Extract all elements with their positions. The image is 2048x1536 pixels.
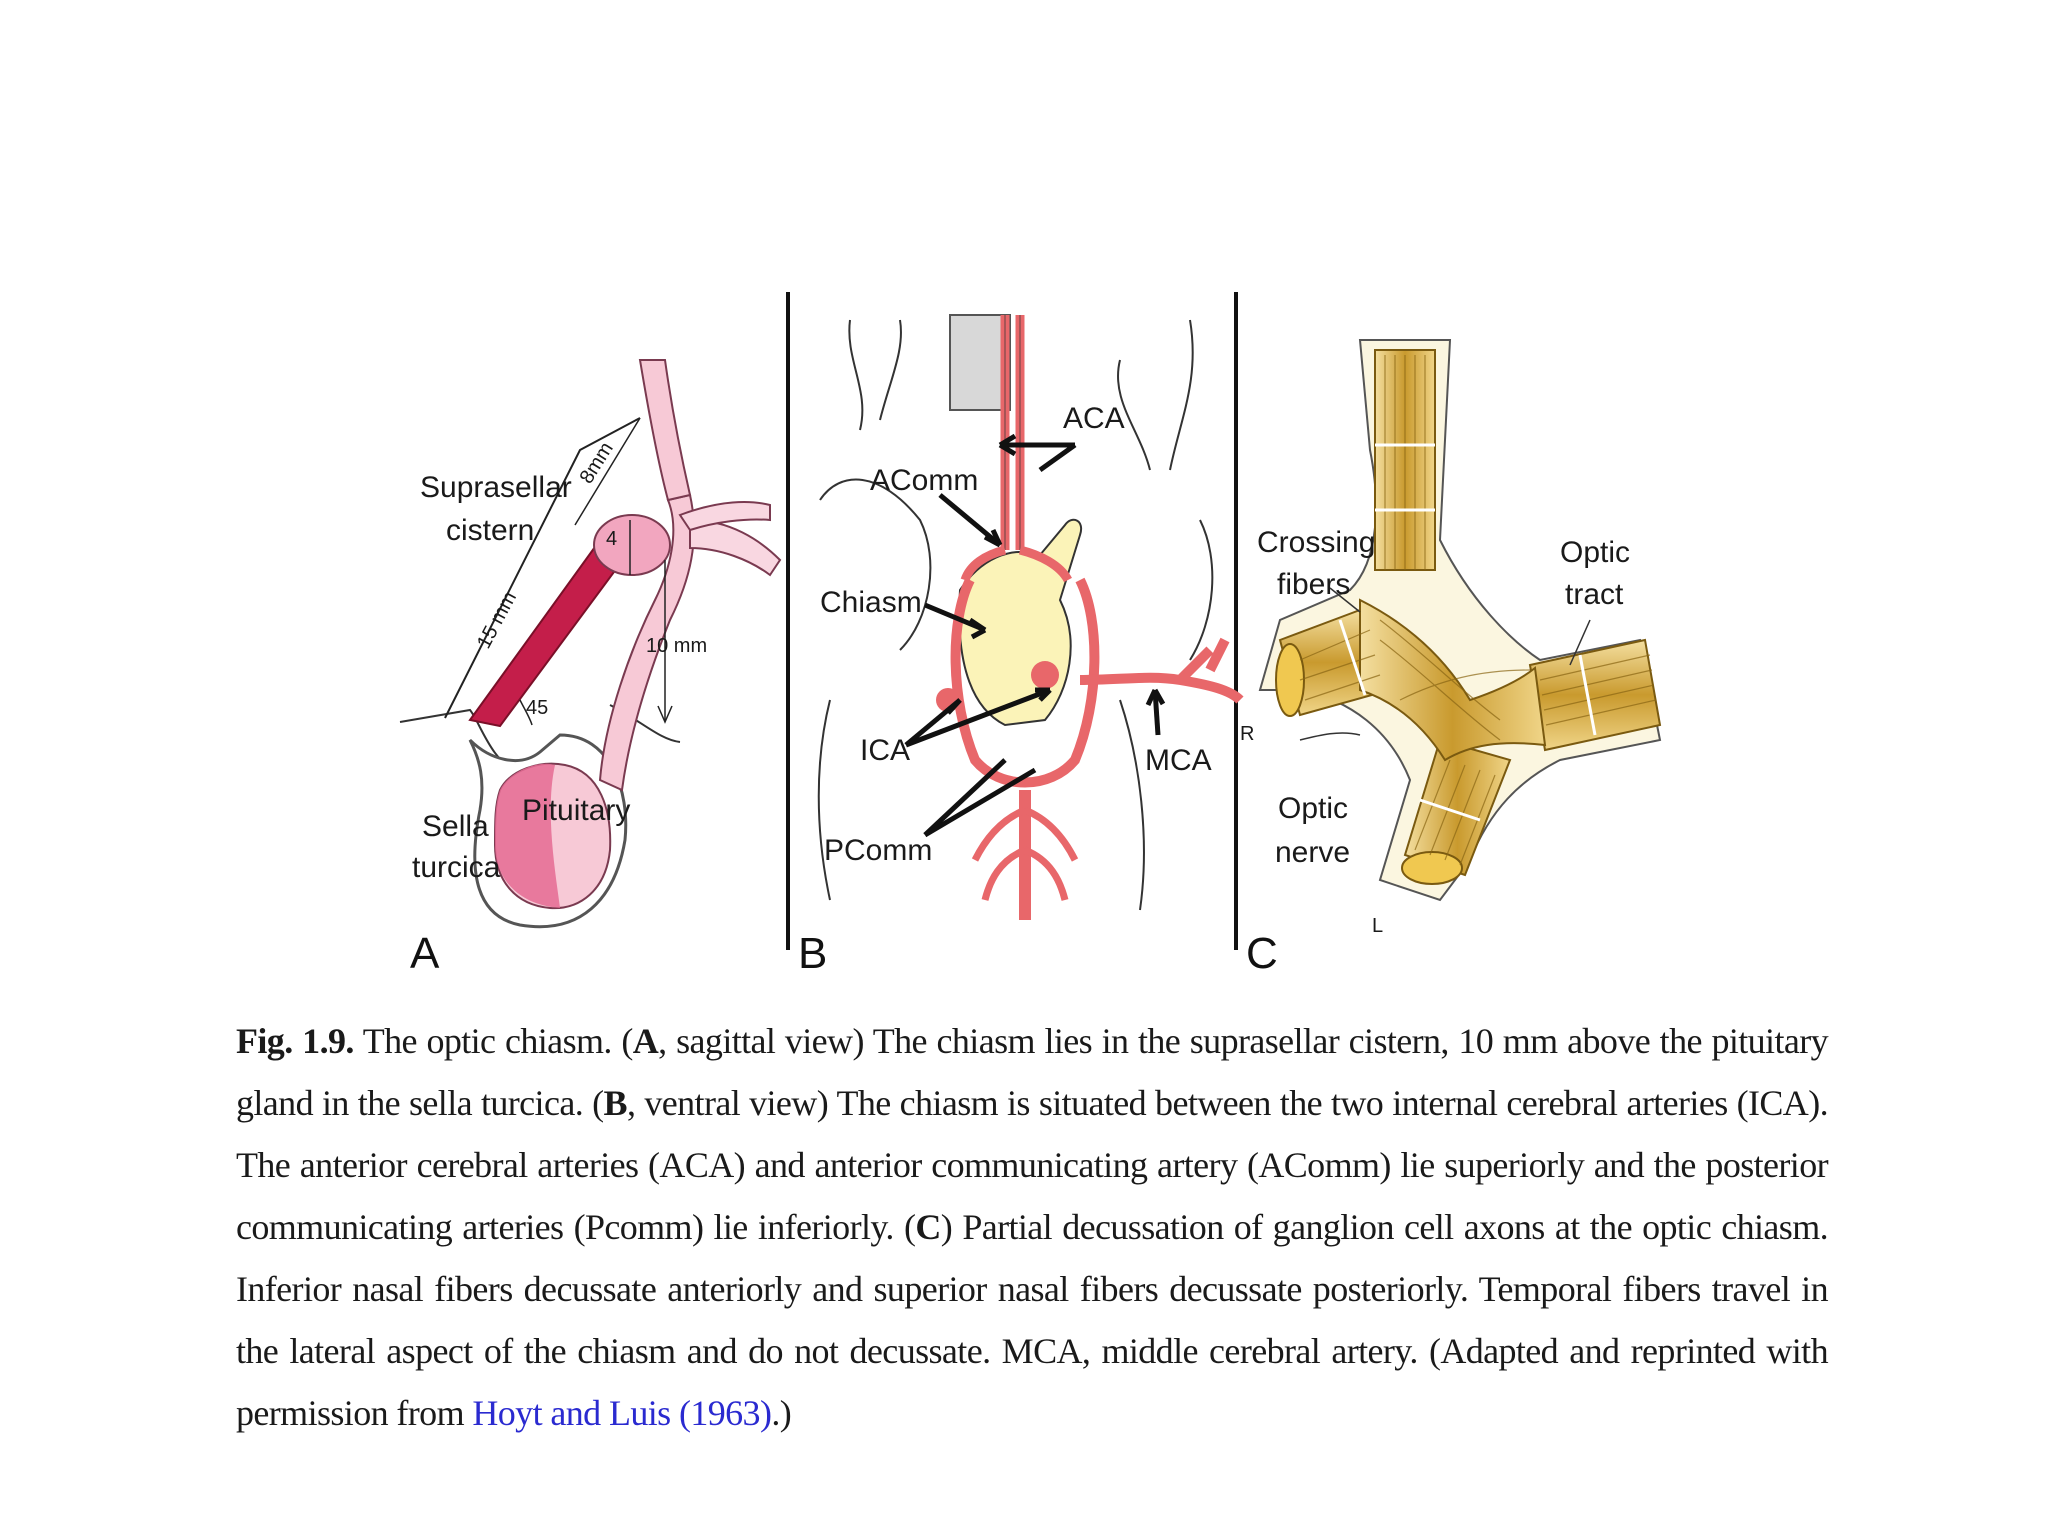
panel-b [798,315,1254,978]
label-crossing: Crossing [1257,526,1376,559]
label-optic-nerve-2: nerve [1275,836,1351,869]
caption-text-2: , sagittal view) The chiasm lies in the suprasellar cistern, 10 mm above the pituitary gland in the sella turcica. ( [236,1021,1829,1123]
figure-caption [236,1010,1828,1444]
label-optic-tract-2: tract [1565,578,1624,611]
label-optic-tract-1: Optic [1560,536,1631,569]
panel-letter-c: C [1246,929,1278,978]
mca-artery [1080,640,1240,700]
label-aca: ACA [1063,402,1125,435]
panel-letter-a: A [410,929,440,978]
caption-fig-label: Fig. 1.9. [236,1021,354,1061]
label-acomm: AComm [870,464,979,497]
label-4: 4 [606,528,618,550]
caption-bold-b: B [603,1083,627,1123]
label-15mm: 15 mm [472,588,522,653]
caption-bold-a: A [632,1021,659,1061]
label-sella: Sella [422,810,489,843]
label-pituitary: Pituitary [522,794,631,827]
label-turcica: turcica [412,851,501,884]
caption-text-3: , ventral view) The chiasm is situated between the two internal cerebral arteries (ICA). The anterior cerebral arteries (ACA) and anterior communicating artery (AComm) lie superiorly and the posterior communicating arteries (Pcomm) lie inferiorly. ( [236,1083,1828,1247]
caption-text-5: .) [771,1393,792,1433]
label-fibers: fibers [1277,568,1351,601]
caption-text-1: The optic chiasm. ( [353,1021,633,1061]
citation-link[interactable]: Hoyt and Luis (1963) [472,1393,772,1433]
label-mca: MCA [1145,744,1212,777]
caption-bold-c: C [915,1207,941,1247]
label-chiasm: Chiasm [820,586,922,619]
label-optic-nerve-1: Optic [1278,792,1349,825]
label-10mm: 10 mm [646,635,708,657]
label-45: 45 [526,697,549,719]
panel-a [400,360,780,978]
caption-text-4: ) Partial decussation of ganglion cell axons at the optic chiasm. Inferior nasal fibers decussate anteriorly and superior nasal fibers decussate posteriorly. Temporal fibers travel in the lateral aspect of the chiasm and do not decussate. MCA, middle cerebral artery. (Adapted and reprinted with permission from [236,1207,1828,1433]
label-cistern: cistern [446,514,535,547]
panel-c [1246,340,1660,978]
label-8mm: 8mm [575,438,618,488]
label-pcomm: PComm [824,834,933,867]
label-l: L [1372,915,1384,937]
panel-letter-b: B [798,929,828,978]
label-ica: ICA [860,734,911,767]
label-r: R [1240,723,1255,745]
label-suprasellar: Suprasellar [420,471,572,504]
